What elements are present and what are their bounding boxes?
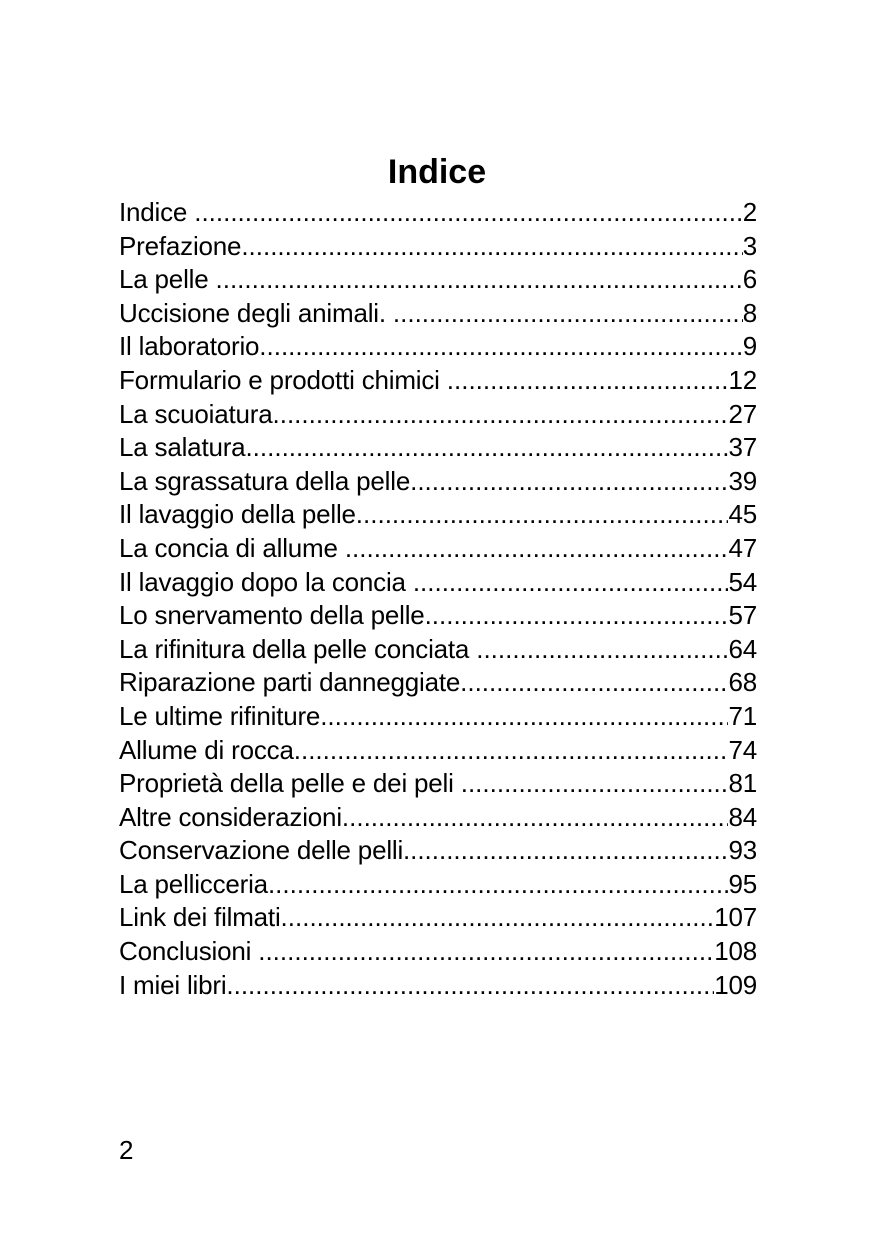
toc-entry[interactable] <box>119 935 757 969</box>
toc-entry[interactable] <box>119 498 757 532</box>
toc-dot-leader <box>356 498 729 532</box>
toc-entry-page: 107 <box>714 902 757 933</box>
toc-entry-page: 9 <box>742 331 757 362</box>
toc-dot-leader <box>447 364 729 398</box>
toc-entry-page: 64 <box>728 633 757 664</box>
toc-entry-page: 109 <box>714 969 757 1000</box>
toc-dot-leader <box>294 734 729 768</box>
toc-dot-leader <box>393 297 743 331</box>
toc-dot-leader <box>245 431 728 465</box>
toc-dot-leader <box>410 465 728 499</box>
toc-entry-page: 81 <box>728 768 757 799</box>
toc-dot-leader <box>241 230 742 264</box>
toc-entry[interactable] <box>119 901 757 935</box>
toc-dot-leader <box>413 566 729 600</box>
page-title: Indice <box>387 153 487 191</box>
toc-entry[interactable] <box>119 734 757 768</box>
toc-entry[interactable] <box>119 834 757 868</box>
toc-entry[interactable] <box>119 700 757 734</box>
toc-entry-page: 3 <box>742 230 757 261</box>
toc-dot-leader <box>226 969 714 1003</box>
toc-entry[interactable] <box>119 431 757 465</box>
toc-entry-page: 2 <box>742 197 757 227</box>
toc-dot-leader <box>194 196 743 230</box>
toc-entry[interactable] <box>119 532 757 566</box>
toc-entry-page: 108 <box>714 936 757 967</box>
toc-entry[interactable] <box>119 666 757 700</box>
toc-entry-page: 45 <box>728 499 757 530</box>
toc-dot-leader <box>345 532 729 566</box>
toc-dot-leader <box>216 263 743 297</box>
toc-entry-title: Formulario e prodotti chimici <box>119 364 447 395</box>
toc-dot-leader <box>281 901 715 935</box>
toc-entry[interactable] <box>119 801 757 835</box>
toc-entry-title: Il lavaggio dopo la concia <box>119 566 413 597</box>
toc-entry-title: Riparazione parti danneggiate <box>119 667 461 698</box>
toc-entry[interactable] <box>119 398 757 432</box>
toc-entry[interactable] <box>119 196 757 230</box>
toc-entry-title: La salatura <box>119 432 246 463</box>
toc-dot-leader <box>258 935 714 969</box>
toc-entry-page: 47 <box>728 532 757 563</box>
toc-entry-page: 6 <box>742 264 757 295</box>
toc-entry-title: Lo snervamento della pelle <box>119 600 425 631</box>
toc-entry-page: 8 <box>742 297 757 328</box>
toc-entry-title: Il laboratorio <box>119 331 260 362</box>
toc-entry[interactable] <box>119 767 757 801</box>
toc-entry[interactable] <box>119 599 757 633</box>
toc-entry[interactable] <box>119 297 757 331</box>
toc-entry-page: 37 <box>728 432 757 463</box>
toc-entry-page: 57 <box>728 600 757 631</box>
table-of-contents <box>119 196 757 1002</box>
toc-entry-page: 95 <box>728 868 757 899</box>
toc-entry-title: La pelle <box>119 264 216 295</box>
toc-entry-page: 54 <box>728 566 757 597</box>
toc-entry-title: Conservazione delle pelli. <box>119 835 411 866</box>
toc-entry-title: La pellicceria <box>119 868 268 899</box>
toc-entry-title: Proprietà della pelle e dei peli <box>119 768 461 799</box>
toc-entry-title: La concia di allume <box>119 532 345 563</box>
toc-entry[interactable] <box>119 263 757 297</box>
toc-dot-leader <box>259 330 742 364</box>
toc-dot-leader <box>410 834 728 868</box>
toc-entry-title: Il lavaggio della pelle <box>119 499 356 530</box>
toc-entry[interactable] <box>119 633 757 667</box>
toc-entry[interactable] <box>119 330 757 364</box>
toc-dot-leader <box>476 633 728 667</box>
toc-entry[interactable] <box>119 230 757 264</box>
toc-entry-page: 12 <box>728 364 757 395</box>
toc-entry-title: Le ultime rifiniture <box>119 700 321 731</box>
toc-dot-leader <box>273 398 729 432</box>
toc-entry-page: 27 <box>728 398 757 429</box>
toc-dot-leader <box>320 700 728 734</box>
toc-entry-page: 74 <box>728 734 757 765</box>
toc-entry[interactable] <box>119 969 757 1003</box>
toc-entry-title: Altre considerazioni <box>119 801 342 832</box>
toc-dot-leader <box>461 767 729 801</box>
toc-entry[interactable] <box>119 566 757 600</box>
toc-dot-leader <box>460 666 728 700</box>
toc-entry[interactable] <box>119 465 757 499</box>
toc-dot-leader <box>268 868 729 902</box>
toc-entry[interactable] <box>119 868 757 902</box>
toc-entry-title: Conclusioni <box>119 936 259 967</box>
toc-entry-title: La rifinitura della pelle conciata <box>119 633 477 664</box>
toc-entry-page: 84 <box>728 801 757 832</box>
toc-entry-page: 93 <box>728 835 757 866</box>
toc-entry-title: La sgrassatura della pelle <box>119 465 411 496</box>
toc-entry-title: Uccisione degli animali. <box>119 297 393 328</box>
toc-entry-page: 39 <box>728 465 757 496</box>
toc-entry-title: La scuoiatura <box>119 398 273 429</box>
toc-entry-page: 71 <box>728 700 757 731</box>
toc-entry-title: I miei libri <box>119 969 227 1000</box>
toc-entry[interactable] <box>119 364 757 398</box>
page-number: 2 <box>119 1135 134 1165</box>
toc-entry-title: Link dei filmati <box>119 902 281 933</box>
toc-entry-page: 68 <box>728 667 757 698</box>
toc-entry-title: Prefazione <box>119 230 242 261</box>
toc-entry-title: Allume di rocca <box>119 734 294 765</box>
toc-dot-leader <box>342 801 729 835</box>
toc-dot-leader <box>425 599 729 633</box>
toc-entry-title: Indice <box>119 197 195 227</box>
